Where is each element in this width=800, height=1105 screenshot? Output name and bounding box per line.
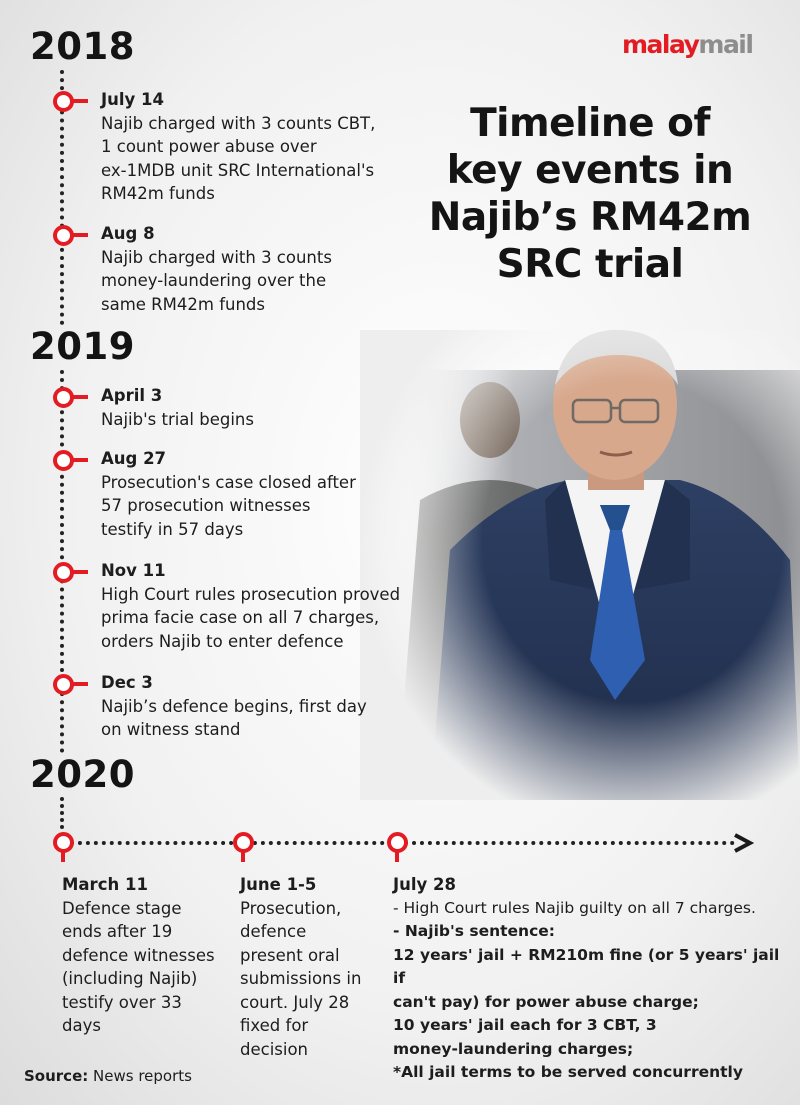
marker-stem (395, 850, 399, 862)
timeline-marker (53, 387, 74, 408)
sentence-line: *All jail terms to be served concurrently (393, 1063, 743, 1081)
event-line: decision (240, 1039, 309, 1059)
logo-part-mail: mail (698, 30, 753, 59)
event-line: defence witnesses (62, 945, 215, 965)
event-line: on witness stand (101, 720, 241, 739)
event-line: (including Najib) (62, 969, 198, 988)
event-line: High Court rules prosecution proved (101, 584, 401, 604)
infographic-title (415, 100, 765, 288)
sentence-line: 10 years' jail each for 3 CBT, 3 (393, 1016, 657, 1034)
event-april-3 (101, 384, 254, 431)
event-line: submissions in (240, 969, 362, 988)
timeline-marker (53, 450, 74, 471)
source-credit (24, 1067, 192, 1085)
event-line: money-laundering over the (101, 271, 327, 290)
event-line: orders Najib to enter defence (101, 631, 344, 651)
timeline-marker (53, 225, 74, 246)
event-date: Nov 11 (101, 561, 166, 580)
title-line: SRC trial (496, 242, 684, 287)
event-line: ends after 19 (62, 922, 173, 941)
source-label: Source: (24, 1067, 89, 1085)
marker-stem (241, 850, 245, 862)
event-line: - High Court rules Najib guilty on all 7 charges. (393, 898, 756, 917)
sentence-line: 12 years' jail + RM210m fine (or 5 years' jail if (393, 945, 780, 987)
event-line: testify in 57 days (101, 519, 244, 539)
sentence-line: can't pay) for power abuse charge; (393, 992, 699, 1011)
timeline-marker (53, 562, 74, 583)
event-line: ex-1MDB unit SRC International's (101, 160, 375, 180)
event-line: Najib charged with 3 counts (101, 247, 332, 267)
malaymail-logo (622, 30, 752, 59)
event-line: same RM42m funds (101, 294, 265, 314)
year-2019: 2019 (30, 325, 135, 368)
marker-stem (72, 99, 88, 103)
event-line: 57 prosecution witnesses (101, 496, 311, 515)
sentence-label: - Najib's sentence: (393, 922, 555, 940)
event-aug-8 (101, 222, 332, 316)
marker-stem (61, 850, 65, 862)
event-line: 1 count power abuse over (101, 137, 317, 156)
title-line: Najib’s RM42m (428, 195, 752, 240)
year-2020: 2020 (30, 753, 135, 796)
year-2018: 2018 (30, 25, 135, 68)
event-line: Defence stage (62, 898, 182, 918)
event-line: Prosecution's case closed after (101, 472, 356, 492)
marker-stem (72, 570, 88, 574)
event-line: court. July 28 (240, 992, 350, 1012)
marker-stem (72, 458, 88, 462)
event-aug-27 (101, 447, 356, 541)
marker-stem (72, 395, 88, 399)
event-line: fixed for (240, 1016, 309, 1035)
sentence-line: money-laundering charges; (393, 1039, 634, 1058)
event-date: March 11 (62, 875, 148, 894)
event-line: Najib charged with 3 counts CBT, (101, 113, 376, 133)
event-dec-3 (101, 671, 367, 742)
event-date: Aug 27 (101, 449, 167, 468)
timeline-vertical-2020 (60, 797, 64, 829)
timeline-marker (53, 91, 74, 112)
event-line: present oral (240, 945, 340, 965)
event-line: days (62, 1016, 101, 1035)
source-text: News reports (93, 1067, 192, 1085)
najib-photo (360, 330, 800, 800)
event-march-11 (62, 873, 232, 1038)
event-line: Najib's trial begins (101, 409, 254, 429)
event-date: July 14 (101, 90, 165, 109)
event-line: Najib’s defence begins, first day (101, 696, 367, 716)
event-date: Aug 8 (101, 224, 155, 243)
event-july-28 (393, 873, 793, 1085)
event-date: Dec 3 (101, 673, 153, 692)
marker-stem (72, 233, 88, 237)
event-date: June 1-5 (240, 875, 317, 894)
arrow-right-icon (732, 832, 754, 854)
event-line: testify over 33 (62, 992, 182, 1012)
title-line: Timeline of (470, 101, 710, 146)
event-line: RM42m funds (101, 184, 215, 203)
event-june-1-5 (240, 873, 380, 1061)
event-line: defence (240, 922, 307, 941)
event-nov-11 (101, 559, 400, 653)
event-line: Prosecution, (240, 898, 342, 918)
timeline-marker (53, 674, 74, 695)
event-july-14 (101, 88, 375, 206)
logo-part-malay: malay (622, 30, 699, 59)
title-line: key events in (446, 148, 734, 193)
event-date: July 28 (393, 875, 457, 894)
event-line: prima facie case on all 7 charges, (101, 608, 380, 627)
event-date: April 3 (101, 386, 163, 405)
marker-stem (72, 682, 88, 686)
